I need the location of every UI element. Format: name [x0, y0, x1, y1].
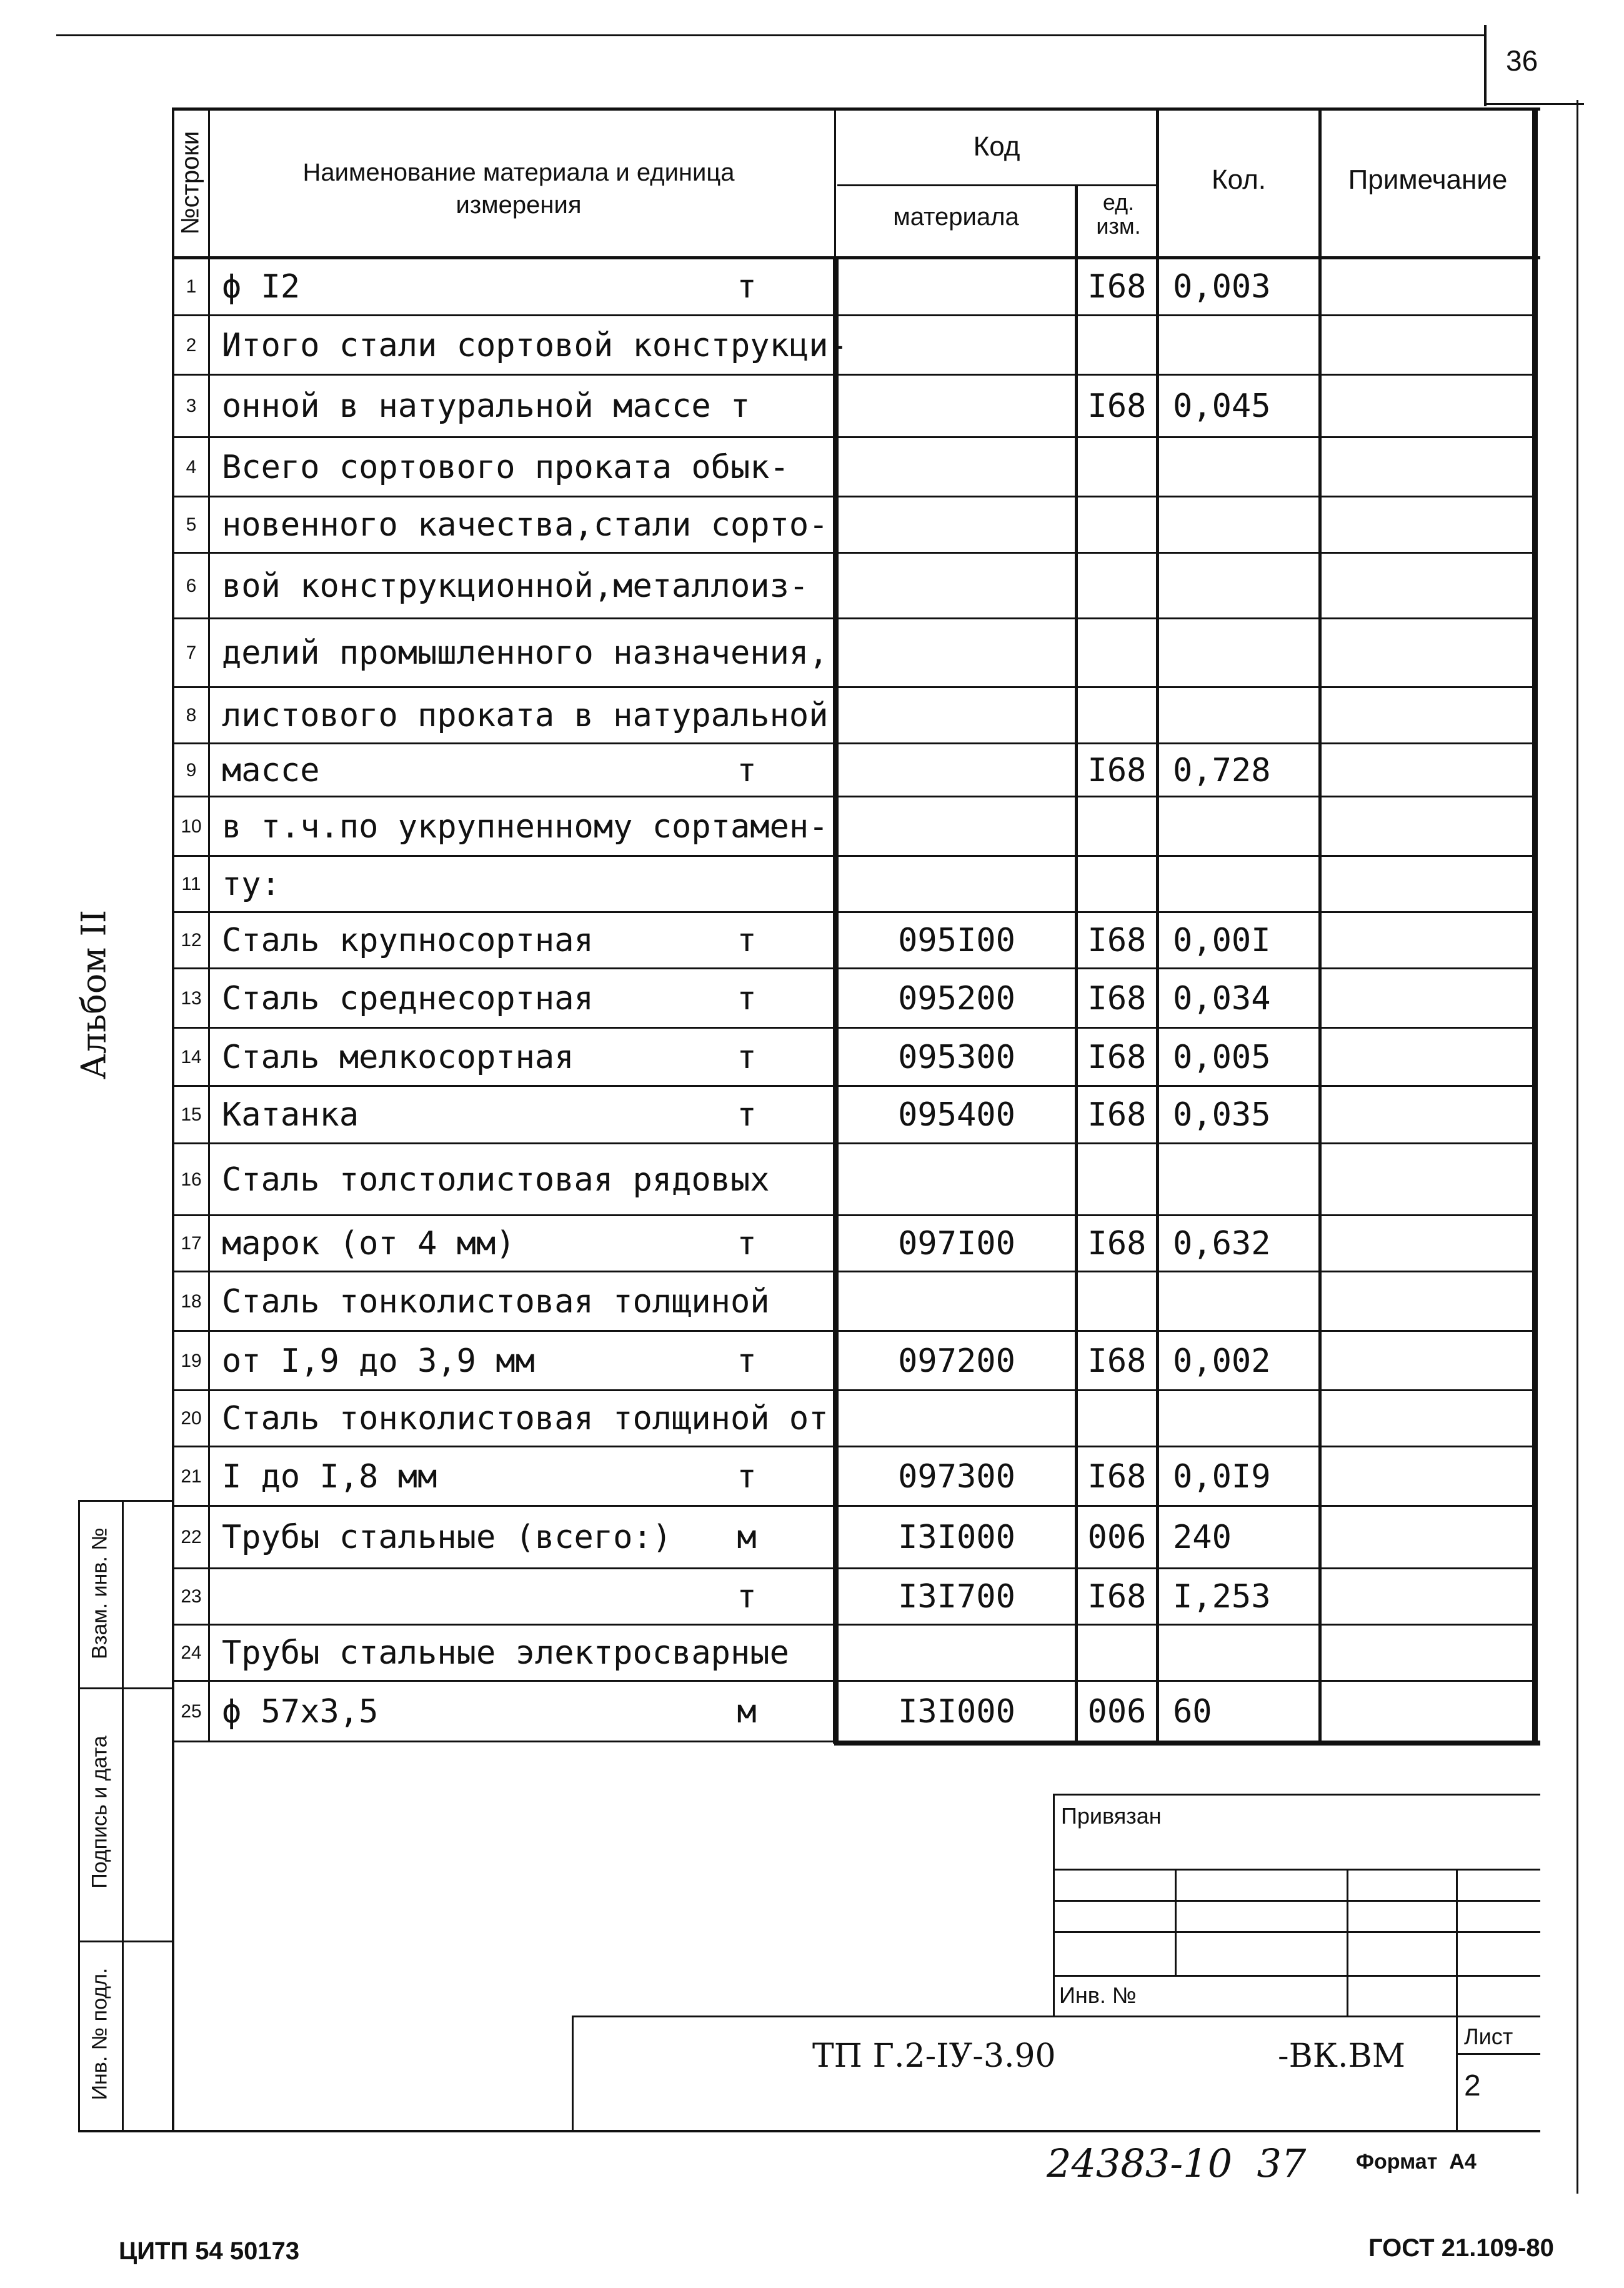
row-name: массе — [222, 751, 320, 789]
stamp-privyazan-left — [1053, 1794, 1055, 2016]
row-unit — [700, 687, 794, 744]
row-unit: т — [737, 1096, 757, 1134]
row-unit-code — [1078, 797, 1156, 856]
row-material-code: 097I00 — [898, 1225, 1015, 1262]
row-unit-code: I68 — [1087, 1457, 1147, 1496]
row-quantity: 0,034 — [1173, 979, 1271, 1017]
stamp-privyazan: Привязан — [1061, 1803, 1162, 1829]
row-name: листового проката в натуральной — [222, 697, 829, 734]
row-unit-code: I68 — [1087, 387, 1147, 425]
handwritten-number: 24383-10 37 — [1047, 2141, 1307, 2186]
row-material-code — [839, 744, 1075, 797]
row-number: 18 — [181, 1291, 202, 1312]
row-quantity — [1159, 856, 1332, 912]
row-name: Сталь толстолистовая рядовых — [222, 1161, 770, 1199]
row-number: 7 — [186, 642, 197, 663]
header-row-no: №строки — [176, 131, 204, 235]
row-quantity — [1159, 497, 1332, 553]
stamp-grid-v3 — [1456, 1869, 1458, 2131]
top-frame-line — [1484, 103, 1584, 105]
row-number: 5 — [186, 514, 197, 535]
row-unit-code — [1078, 1272, 1156, 1331]
row-unit-code — [1078, 316, 1156, 375]
header-code-material: материала — [893, 203, 1019, 231]
row-material-code — [839, 1272, 1075, 1331]
row-unit: т — [737, 922, 757, 959]
header-name: Наименование материала и единица измерения — [302, 159, 735, 219]
row-name: Сталь тонколистовая толщиной от — [222, 1400, 829, 1437]
col-border-name — [834, 107, 836, 256]
row-material-code — [839, 856, 1075, 912]
inv-podl-label: Инв. № подл. — [87, 1967, 112, 2101]
row-unit: м — [737, 1692, 757, 1731]
row-quantity: 0,035 — [1173, 1096, 1271, 1134]
row-name: Трубы стальные электросварные — [222, 1634, 789, 1672]
designation: ТП Г.2-IУ-3.90 — [812, 2037, 1056, 2075]
row-material-code: I3I000 — [898, 1519, 1015, 1556]
col-border-rowno — [208, 107, 210, 1742]
row-unit-code — [1078, 553, 1156, 619]
row-unit: т — [737, 1578, 757, 1616]
row-number: 2 — [186, 334, 197, 356]
row-material-code — [839, 553, 1075, 619]
row-name: ϕ I2 — [222, 268, 301, 306]
row-number: 24 — [181, 1642, 202, 1663]
row-number: 17 — [181, 1233, 202, 1254]
title-block-left — [572, 2016, 574, 2131]
row-unit-code: I68 — [1087, 1038, 1147, 1076]
row-material-code — [839, 316, 1075, 375]
row-unit-code — [1078, 856, 1156, 912]
row-number: 20 — [181, 1408, 202, 1429]
page-number: 36 — [1506, 44, 1538, 77]
header-note: Примечание — [1348, 164, 1508, 195]
stamp-privyazan-top — [1053, 1794, 1540, 1796]
row-material-code — [839, 375, 1075, 437]
table-top-border — [172, 107, 1540, 111]
side-stamp-left — [78, 1500, 80, 2132]
row-material-code — [839, 1625, 1075, 1681]
row-quantity — [1159, 1272, 1332, 1331]
row-unit-code: 006 — [1087, 1692, 1147, 1731]
row-quantity: 240 — [1173, 1519, 1232, 1556]
row-quantity: 0,002 — [1173, 1342, 1271, 1380]
row-number: 6 — [186, 575, 197, 596]
row-unit: т — [737, 1457, 757, 1496]
row-name: новенного качества,стали сорто- — [222, 506, 829, 544]
row-unit — [700, 619, 794, 687]
code-subheader-line — [837, 184, 1156, 186]
row-unit — [700, 553, 794, 619]
row-unit-code: I68 — [1087, 1342, 1147, 1380]
row-unit — [700, 1625, 794, 1681]
row-name: от I,9 до 3,9 мм — [222, 1342, 535, 1380]
row-unit: т — [737, 1225, 757, 1262]
row-quantity: 0,045 — [1173, 387, 1271, 425]
row-material-code: 097300 — [898, 1457, 1015, 1496]
stamp-inv-no: Инв. № — [1059, 1982, 1137, 2008]
row-material-code: 095I00 — [898, 922, 1015, 959]
row-name: делий промышленного назначения, — [222, 634, 829, 672]
row-name: ϕ 57х3,5 — [222, 1692, 379, 1731]
row-number: 4 — [186, 456, 197, 477]
row-unit — [700, 497, 794, 553]
row-material-code: 097200 — [898, 1342, 1015, 1380]
row-number: 19 — [181, 1350, 202, 1371]
row-unit — [700, 375, 794, 437]
row-unit-code: I68 — [1087, 1096, 1147, 1134]
row-unit-code — [1078, 437, 1156, 497]
row-unit-code — [1078, 1144, 1156, 1216]
row-quantity: 0,005 — [1173, 1038, 1271, 1076]
row-name: марок (от 4 мм) — [222, 1225, 516, 1262]
row-name: I до I,8 мм — [222, 1457, 437, 1496]
row-material-code: 095300 — [898, 1038, 1015, 1076]
row-material-code — [839, 687, 1075, 744]
row-quantity: 0,728 — [1173, 751, 1271, 789]
row-unit-code: I68 — [1087, 1578, 1147, 1616]
row-unit-code: I68 — [1087, 979, 1147, 1017]
row-quantity — [1159, 316, 1332, 375]
side-stamp-bottom — [78, 2130, 1540, 2132]
row-name: Трубы стальные (всего:) — [222, 1519, 672, 1556]
row-name: Итого стали сортовой конструкци- — [222, 326, 848, 364]
row-material-code — [839, 497, 1075, 553]
row-unit-code — [1078, 1391, 1156, 1447]
row-quantity: 0,0I9 — [1173, 1457, 1271, 1496]
row-quantity: I,253 — [1173, 1578, 1271, 1616]
row-unit — [700, 437, 794, 497]
row-name: онной в натуральной массе т — [222, 387, 750, 425]
row-unit-code — [1078, 1625, 1156, 1681]
vzam-inv-label: Взам. инв. № — [87, 1527, 112, 1659]
row-unit-code — [1078, 687, 1156, 744]
row-material-code — [839, 1144, 1075, 1216]
row-number: 25 — [181, 1701, 202, 1722]
row-quantity: 0,003 — [1173, 268, 1271, 306]
row-quantity — [1159, 553, 1332, 619]
col-border-right — [1532, 107, 1538, 1742]
row-name: Сталь среднесортная — [222, 979, 594, 1017]
row-material-code — [839, 797, 1075, 856]
stamp-grid-h2 — [1053, 1900, 1540, 1902]
row-number: 13 — [181, 987, 202, 1009]
side-stamp-mid — [122, 1500, 124, 2132]
row-material-code: 095400 — [898, 1096, 1015, 1134]
row-material-code: I3I700 — [898, 1578, 1015, 1616]
row-number: 11 — [181, 874, 201, 894]
row-quantity — [1159, 1625, 1332, 1681]
row-material-code: I3I000 — [898, 1692, 1015, 1731]
right-frame-line — [1577, 100, 1578, 2194]
row-unit-code: I68 — [1087, 268, 1147, 306]
row-number: 21 — [181, 1466, 202, 1487]
header-quantity: Кол. — [1211, 164, 1267, 195]
stamp-grid-h4 — [1053, 1975, 1540, 1977]
row-quantity: 0,632 — [1173, 1225, 1271, 1262]
row-number: 16 — [181, 1169, 202, 1190]
header-code: Код — [973, 131, 1020, 162]
row-number: 22 — [181, 1527, 202, 1547]
row-name: ту: — [222, 866, 281, 903]
row-unit — [700, 1391, 794, 1447]
row-number: 9 — [186, 759, 197, 781]
row-unit: т — [737, 1342, 757, 1380]
row-name: Сталь мелкосортная — [222, 1038, 574, 1076]
stamp-grid-v2 — [1347, 1869, 1348, 2016]
row-quantity — [1159, 797, 1332, 856]
list-value: 2 — [1464, 2069, 1481, 2102]
row-unit: т — [737, 268, 757, 306]
row-name: Катанка — [222, 1096, 359, 1134]
row-unit-code — [1078, 497, 1156, 553]
row-quantity — [1159, 619, 1332, 687]
row-unit — [700, 856, 794, 912]
row-unit-code: 006 — [1087, 1519, 1147, 1556]
row-name: в т.ч.по укрупненному сортамен- — [222, 807, 829, 846]
row-number: 23 — [181, 1586, 202, 1607]
footer-left: ЦИТП 54 50173 — [119, 2237, 300, 2265]
row-unit-code: I68 — [1087, 922, 1147, 959]
row-number: 12 — [181, 930, 202, 951]
row-unit: т — [737, 751, 757, 789]
row-unit — [700, 316, 794, 375]
designation-suffix: -ВК.ВМ — [1278, 2037, 1406, 2075]
footer-right: ГОСТ 21.109-80 — [1368, 2234, 1554, 2262]
format-label: Формат А4 — [1356, 2150, 1477, 2174]
row-name: вой конструкционной,металлоиз- — [222, 567, 809, 605]
row-number: 8 — [186, 705, 197, 726]
top-rule — [56, 34, 1484, 36]
row-number: 14 — [181, 1046, 202, 1067]
row-unit: м — [737, 1519, 757, 1556]
row-quantity: 0,00I — [1173, 922, 1271, 959]
header-code-unit: ед. изм. — [1096, 189, 1141, 239]
row-material-code — [839, 258, 1075, 316]
row-unit — [700, 1272, 794, 1331]
row-material-code — [839, 619, 1075, 687]
row-quantity — [1159, 1144, 1332, 1216]
list-label: Лист — [1464, 2024, 1513, 2049]
row-quantity — [1159, 437, 1332, 497]
row-name: Сталь крупносортная — [222, 922, 594, 959]
row-name: Сталь тонколистовая толщиной — [222, 1282, 770, 1321]
row-unit-code: I68 — [1087, 751, 1147, 789]
row-unit-code — [1078, 619, 1156, 687]
stamp-grid-h1 — [1053, 1869, 1540, 1871]
row-name: Всего сортового проката обык- — [222, 448, 789, 486]
row-material-code: 095200 — [898, 979, 1015, 1017]
row-unit: т — [737, 979, 757, 1017]
row-unit: т — [737, 1038, 757, 1076]
stamp-grid-h3 — [1053, 1931, 1540, 1933]
row-material-code — [839, 1391, 1075, 1447]
row-number: 3 — [186, 396, 197, 416]
row-quantity — [1159, 1391, 1332, 1447]
row-quantity — [1159, 687, 1332, 744]
row-material-code — [839, 437, 1075, 497]
podpis-data-label: Подпись и дата — [87, 1736, 112, 1889]
row-unit — [700, 797, 794, 856]
row-number: 15 — [181, 1104, 202, 1125]
title-block-top — [572, 2016, 1540, 2017]
row-unit-code: I68 — [1087, 1225, 1147, 1262]
row-quantity: 60 — [1173, 1692, 1212, 1731]
list-divider — [1456, 2053, 1540, 2055]
row-number: 10 — [181, 816, 202, 837]
row-number: 1 — [186, 276, 197, 297]
row-unit — [700, 1144, 794, 1216]
album-label: Альбом II — [74, 909, 114, 1080]
page-number-divider — [1484, 25, 1487, 106]
stamp-grid-v1 — [1175, 1869, 1177, 1975]
